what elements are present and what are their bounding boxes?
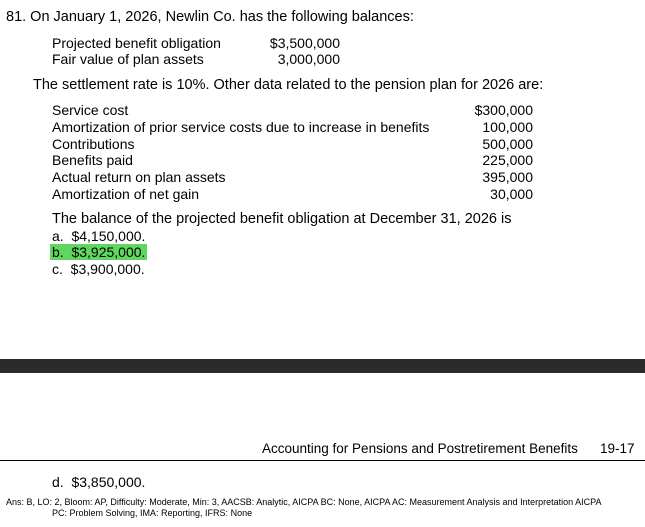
- page-break-divider: [0, 359, 645, 373]
- balance-amount-pbo: $3,500,000: [269, 35, 340, 51]
- data-label-prior-service-amortization: Amortization of prior service costs due to increase in benefits: [52, 119, 430, 135]
- option-d: [52, 474, 145, 490]
- data-label-net-gain-amortization: Amortization of net gain: [52, 186, 200, 202]
- option-c-letter: c.: [52, 261, 63, 277]
- option-a: [52, 228, 145, 244]
- balance-label-plan-assets: Fair value of plan assets: [52, 51, 204, 67]
- data-amount-benefits-paid: 225,000: [482, 152, 533, 168]
- option-b-letter: b.: [52, 244, 64, 260]
- question-prompt: The balance of the projected benefit obligation at December 31, 2026 is: [52, 211, 512, 227]
- data-amount-service-cost: $300,000: [474, 102, 533, 118]
- data-amount-contributions: 500,000: [482, 136, 533, 152]
- option-b-highlight: [50, 244, 147, 260]
- option-c: [52, 261, 145, 277]
- data-amount-actual-return: 395,000: [482, 169, 533, 185]
- chapter-title: Accounting for Pensions and Postretirement Benefits: [262, 441, 578, 456]
- data-label-contributions: Contributions: [52, 136, 135, 152]
- data-amount-prior-service-amortization: 100,000: [482, 119, 533, 135]
- footer-rule: [0, 460, 645, 461]
- data-label-benefits-paid: Benefits paid: [52, 152, 133, 168]
- answer-line-1: Ans: B, LO: 2, Bloom: AP, Difficulty: Moderate, Min: 3, AACSB: Analytic, AICPA BC: None, AICPA AC: Measurement Analysis and Interpretation AICPA: [6, 497, 602, 507]
- data-amount-net-gain-amortization: 30,000: [490, 186, 533, 202]
- option-c-text: $3,900,000.: [70, 261, 145, 277]
- balance-label-pbo: Projected benefit obligation: [52, 35, 221, 51]
- option-d-text: $3,850,000.: [71, 474, 146, 490]
- page-number: 19-17: [600, 441, 635, 456]
- data-label-actual-return: Actual return on plan assets: [52, 169, 226, 185]
- option-b-text: $3,925,000.: [71, 244, 146, 260]
- option-a-text: $4,150,000.: [71, 228, 146, 244]
- answer-line-2: PC: Problem Solving, IMA: Reporting, IFRS: None: [52, 508, 253, 518]
- settlement-rate-text: The settlement rate is 10%. Other data related to the pension plan for 2026 are:: [33, 77, 544, 93]
- option-a-letter: a.: [52, 228, 64, 244]
- option-d-letter: d.: [52, 474, 64, 490]
- balance-amount-plan-assets: 3,000,000: [277, 51, 340, 67]
- question-header: 81. On January 1, 2026, Newlin Co. has the following balances:: [6, 9, 414, 25]
- option-b: [52, 244, 147, 260]
- data-label-service-cost: Service cost: [52, 102, 129, 118]
